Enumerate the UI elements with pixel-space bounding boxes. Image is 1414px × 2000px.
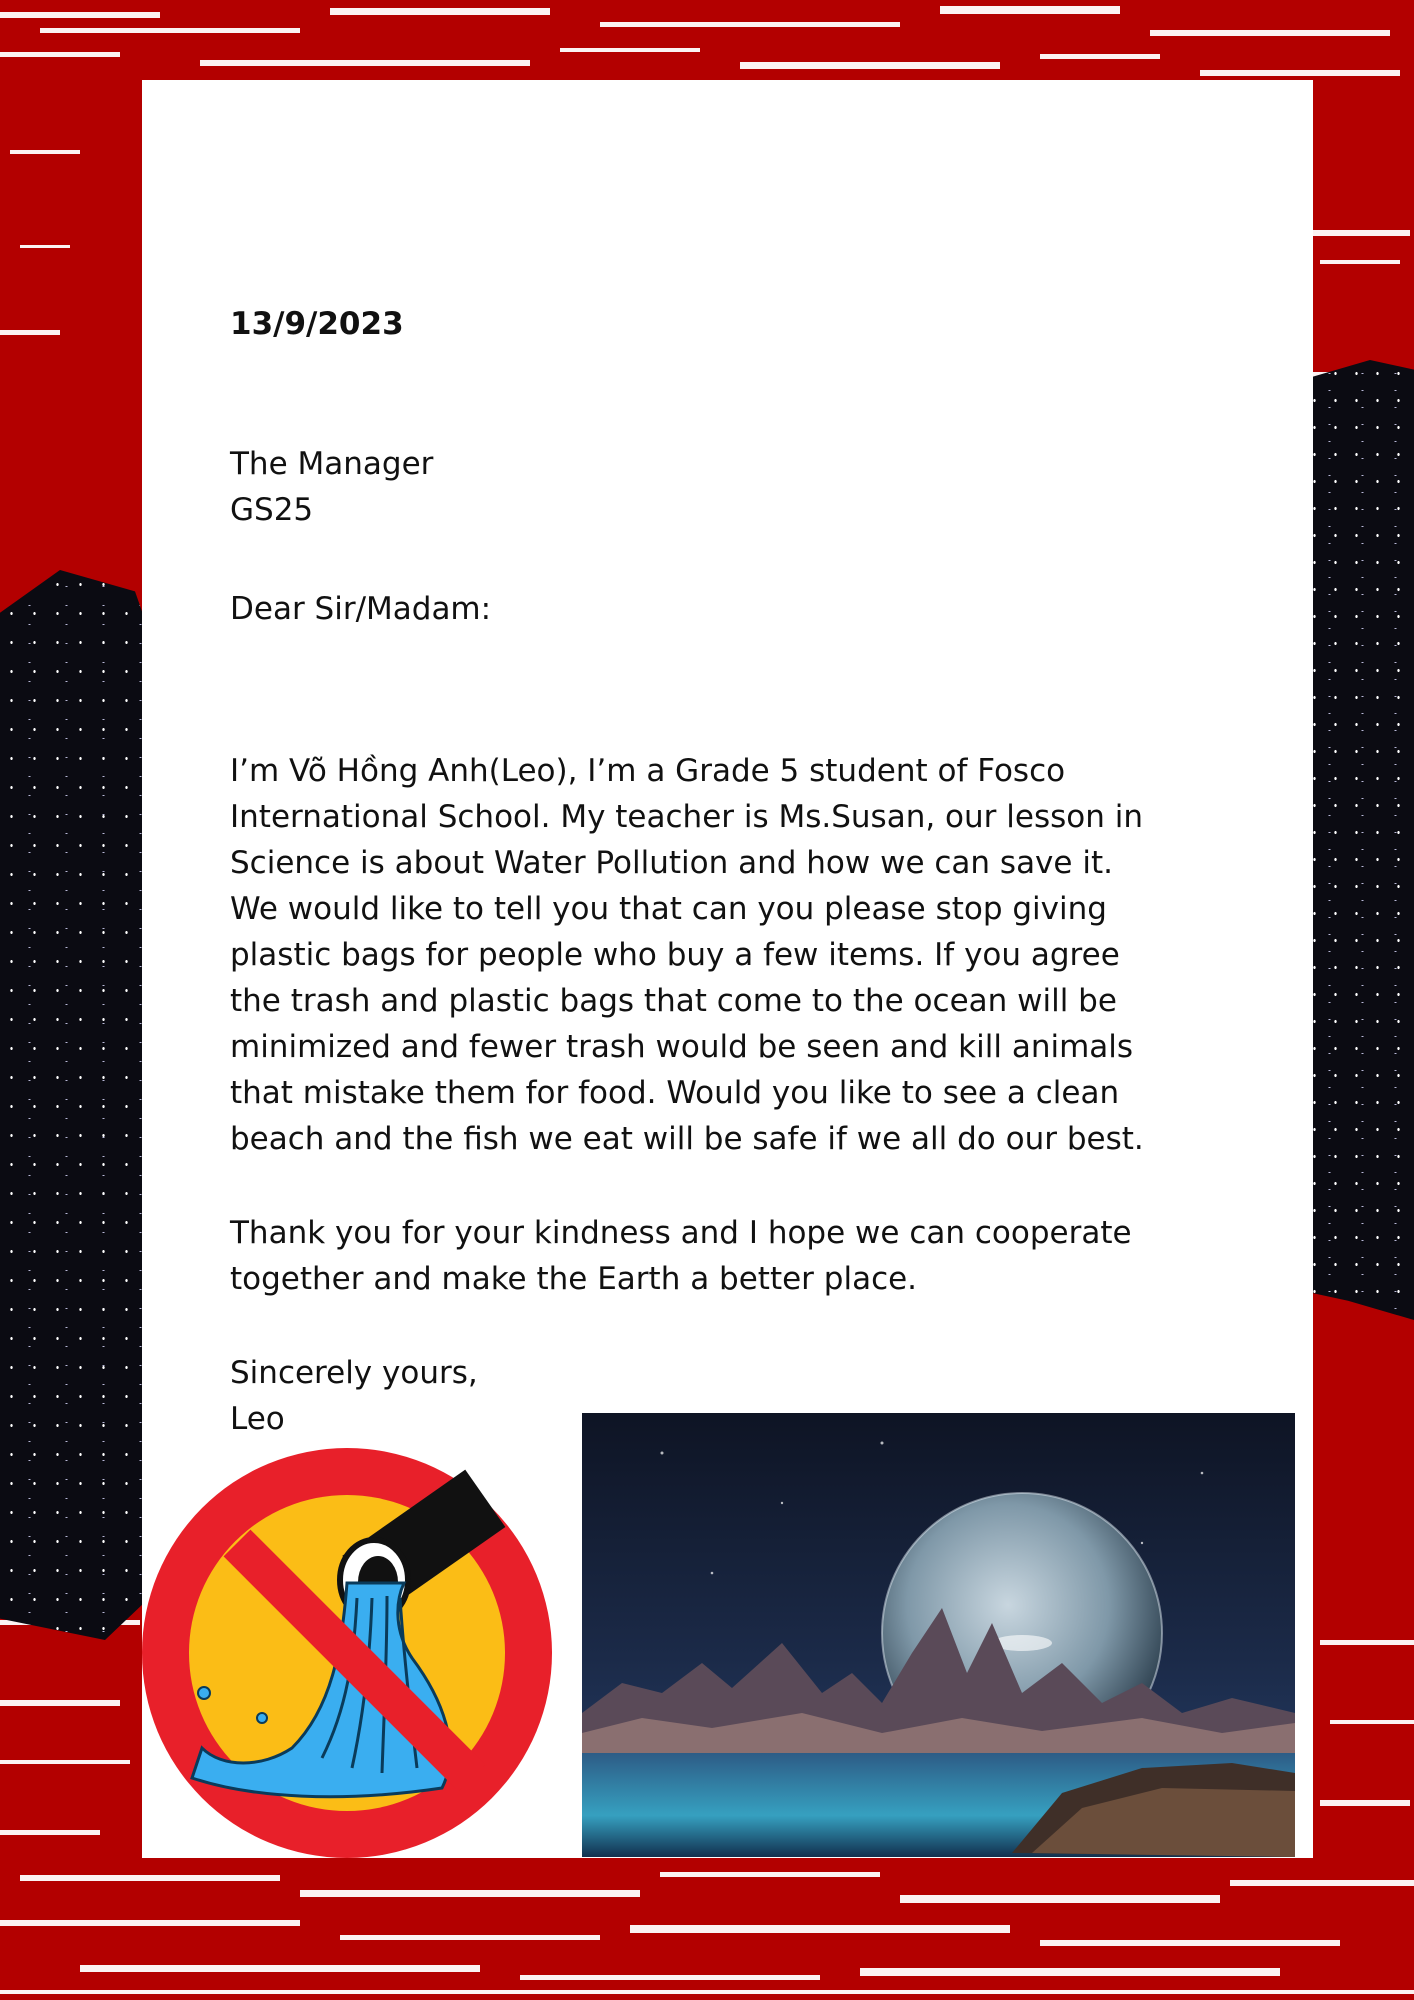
body-line: minimized and fewer trash would be seen and kill animals — [230, 1029, 1134, 1065]
starfield-right — [1304, 360, 1414, 1320]
signature: Leo — [230, 1401, 285, 1437]
letter-date: 13/9/2023 — [230, 306, 404, 342]
recipient-block — [230, 441, 1190, 533]
body-line: We would like to tell you that can you please stop giving — [230, 891, 1107, 927]
body-line: Thank you for your kindness and I hope we can cooperate — [230, 1215, 1132, 1251]
body-line: International School. My teacher is Ms.Susan, our lesson in — [230, 799, 1143, 835]
body-line: the trash and plastic bags that come to the ocean will be — [230, 983, 1117, 1019]
body-line: together and make the Earth a better place. — [230, 1261, 918, 1297]
no-water-pollution-icon — [142, 1448, 552, 1858]
body-paragraph-1 — [230, 748, 1190, 1162]
body-line: I’m Võ Hồng Anh(Leo), I’m a Grade 5 student of Fosco — [230, 753, 1066, 789]
body-line: Science is about Water Pollution and how we can save it. — [230, 845, 1113, 881]
planet-over-lake-image — [582, 1413, 1295, 1857]
body-line: beach and the fish we eat will be safe if we all do our best. — [230, 1121, 1144, 1157]
recipient-company: GS25 — [230, 492, 314, 528]
starfield-left — [0, 570, 150, 1640]
closing-text: Sincerely yours, — [230, 1355, 478, 1391]
body-line: plastic bags for people who buy a few items. If you agree — [230, 937, 1120, 973]
body-paragraph-2 — [230, 1210, 1190, 1302]
recipient-title: The Manager — [230, 446, 434, 482]
body-line: that mistake them for food. Would you like to see a clean — [230, 1075, 1120, 1111]
salutation: Dear Sir/Madam: — [230, 591, 492, 627]
